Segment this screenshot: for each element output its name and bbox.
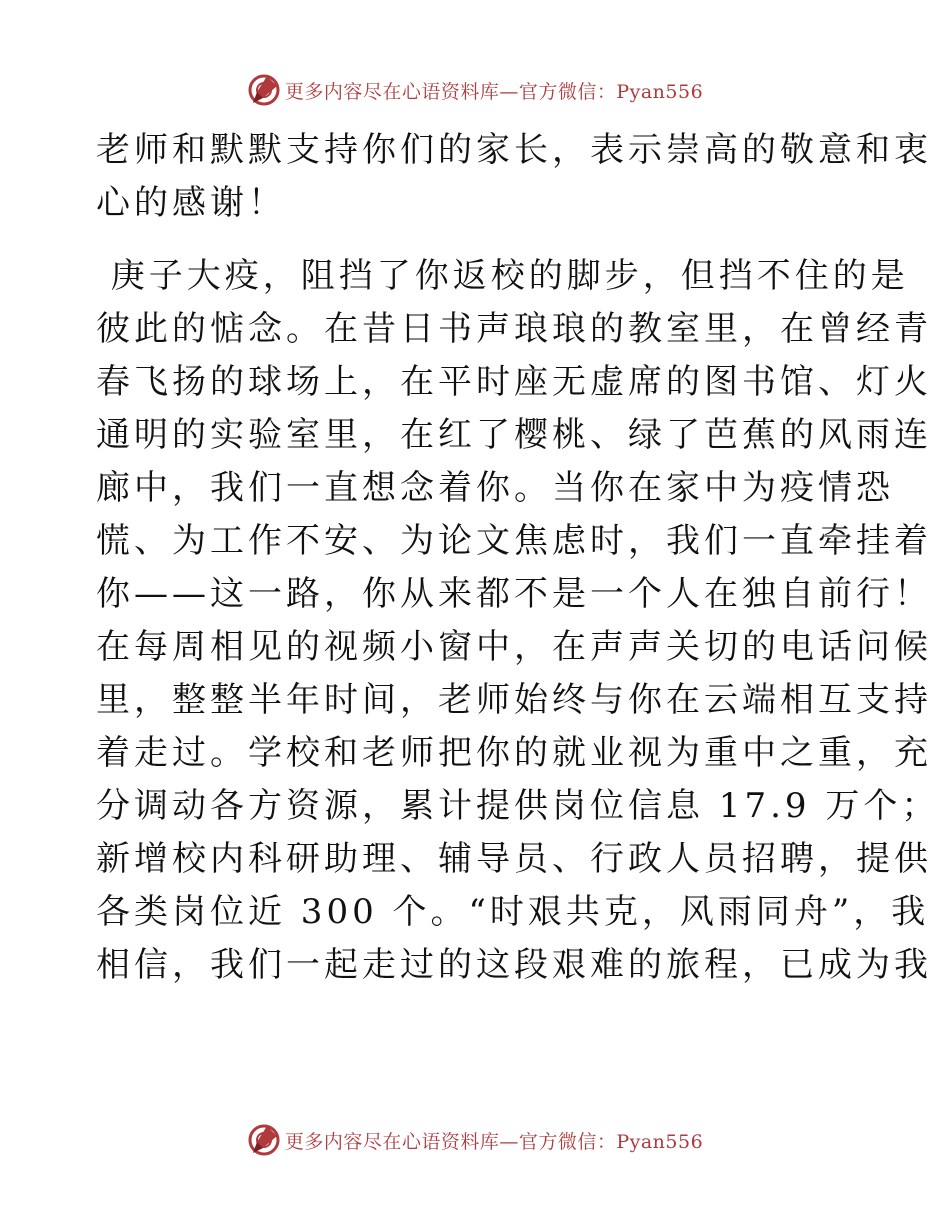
text-line: 各类岗位近 300 个。“时艰共克，风雨同舟”，我 [96, 892, 930, 932]
text-line: 彼此的惦念。在昔日书声琅琅的教室里，在曾经青 [96, 309, 932, 349]
text-line: 庚子大疫，阻挡了你返校的脚步，但挡不住的是 [96, 256, 909, 296]
pen-logo-icon [247, 1123, 281, 1157]
paragraph-gap [96, 230, 876, 250]
document-body [96, 124, 940, 992]
text-line: 老师和默默支持你们的家长，表示崇高的敬意和衷 [96, 130, 932, 170]
text-line: 着走过。学校和老师把你的就业视为重中之重，充 [96, 733, 932, 773]
text-line: 你——这一路，你从来都不是一个人在独自前行！ [96, 574, 932, 614]
text-line: 春飞扬的球场上，在平时座无虚席的图书馆、灯火 [96, 362, 932, 402]
text-line: 相信，我们一起走过的这段艰难的旅程，已成为我 [96, 945, 932, 985]
text-line: 廊中，我们一直想念着你。当你在家中为疫情恐 [96, 468, 894, 508]
text-line: 分调动各方资源，累计提供岗位信息 17.9 万个； [96, 786, 940, 826]
banner-text: 更多内容尽在心语资料库—官方微信：Pyan556 [284, 80, 704, 103]
paragraph [96, 250, 940, 992]
header-banner [0, 70, 950, 110]
text-line: 在每周相见的视频小窗中，在声声关切的电话问候 [96, 627, 932, 667]
text-line: 慌、为工作不安、为论文焦虑时，我们一直牵挂着 [96, 521, 932, 561]
paragraph [96, 124, 932, 230]
text-line: 新增校内科研助理、辅导员、行政人员招聘，提供 [96, 839, 932, 879]
text-line: 通明的实验室里，在红了樱桃、绿了芭蕉的风雨连 [96, 415, 932, 455]
banner-text: 更多内容尽在心语资料库—官方微信：Pyan556 [284, 1130, 704, 1153]
text-line: 里，整整半年时间，老师始终与你在云端相互支持 [96, 680, 932, 720]
footer-banner [0, 1120, 950, 1160]
text-line: 心的感谢！ [96, 183, 286, 223]
pen-logo-icon [247, 73, 281, 107]
